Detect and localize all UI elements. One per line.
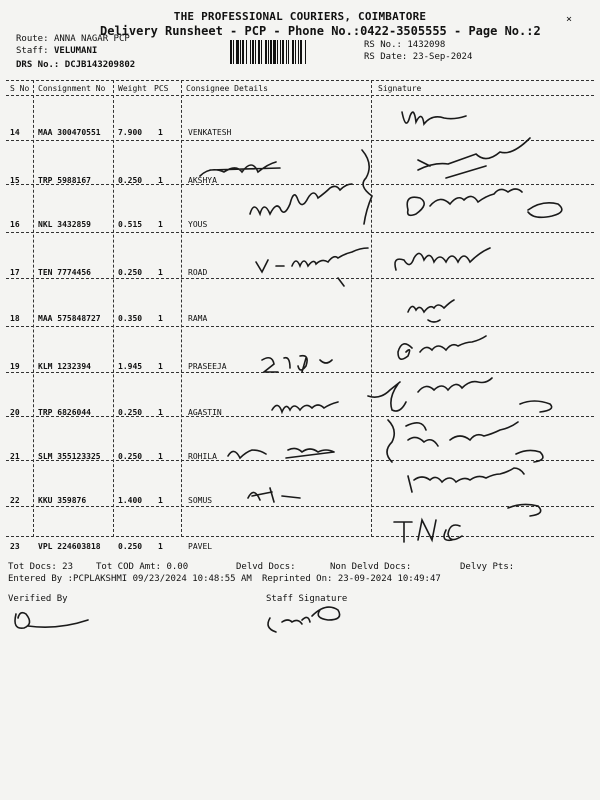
signature-20 bbox=[272, 378, 552, 412]
signature-15 bbox=[200, 138, 530, 224]
non-delvd-docs: Non Delvd Docs: bbox=[330, 562, 412, 572]
route-line: Route: ANNA NAGAR PCP bbox=[16, 34, 130, 44]
verified-signature bbox=[15, 613, 88, 629]
cell-weight: 0.250 bbox=[118, 452, 143, 461]
staff-line: Staff: VELUMANI bbox=[16, 46, 98, 56]
col-consignment: Consignment No bbox=[38, 84, 106, 93]
rs-no-line: RS No.: 1432098 bbox=[364, 40, 446, 50]
signature-18 bbox=[408, 300, 454, 322]
route-value: ANNA NAGAR PCP bbox=[53, 34, 130, 44]
col-weight: Weight bbox=[118, 84, 147, 93]
cell-consignment: TRP 5988167 bbox=[38, 176, 91, 185]
tot-cod: Tot COD Amt: 0.00 bbox=[96, 562, 189, 572]
tot-docs: Tot Docs: 23 bbox=[8, 562, 74, 572]
signature-16 bbox=[250, 184, 562, 217]
cell-consignee: AKSHYA bbox=[188, 176, 217, 185]
cell-pcs: 1 bbox=[158, 314, 163, 323]
cell-sno: 17 bbox=[10, 268, 20, 277]
drs-line: DRS No.: DCJB143209802 bbox=[16, 60, 136, 70]
cell-sno: 22 bbox=[10, 496, 20, 505]
cell-consignment: NKL 3432859 bbox=[38, 220, 91, 229]
cell-sno: 14 bbox=[10, 128, 20, 137]
cell-consignee: YOUS bbox=[188, 220, 208, 229]
col-sno: S No bbox=[10, 84, 30, 93]
cell-weight: 1.400 bbox=[118, 496, 143, 505]
verified-by-label: Verified By bbox=[8, 594, 68, 604]
col-pcs: PCS bbox=[154, 84, 169, 93]
cell-weight: 0.250 bbox=[118, 176, 143, 185]
cell-pcs: 1 bbox=[158, 408, 163, 417]
col-signature: Signature bbox=[378, 84, 422, 93]
cell-sno: 18 bbox=[10, 314, 20, 323]
signature-23 bbox=[394, 520, 462, 542]
cell-consignment: MAA 575848727 bbox=[38, 314, 101, 323]
cell-consignment: KLM 1232394 bbox=[38, 362, 91, 371]
cell-weight: 0.350 bbox=[118, 314, 143, 323]
cell-sno: 23 bbox=[10, 542, 20, 551]
cell-weight: 0.250 bbox=[118, 408, 143, 417]
cell-consignment: KKU 359876 bbox=[38, 496, 87, 505]
cell-consignee: RAMA bbox=[188, 314, 208, 323]
cell-pcs: 1 bbox=[158, 452, 163, 461]
rs-date-line: RS Date: 23-Sep-2024 bbox=[364, 52, 473, 62]
cell-pcs: 1 bbox=[158, 496, 163, 505]
delvy-pts: Delvy Pts: bbox=[460, 562, 515, 572]
totals-line bbox=[8, 562, 73, 572]
cell-consignee: VENKATESH bbox=[188, 128, 232, 137]
cell-consignment: SLM 355123325 bbox=[38, 452, 101, 461]
entered-by: Entered By :PCPLAKSHMI 09/23/2024 10:48:55 AM bbox=[8, 574, 252, 584]
cell-pcs: 1 bbox=[158, 268, 163, 277]
signature-22 bbox=[248, 468, 541, 516]
cell-weight: 0.250 bbox=[118, 542, 143, 551]
rs-date-value: 23-Sep-2024 bbox=[412, 52, 473, 62]
cell-consignee: ROHILA bbox=[188, 452, 217, 461]
cell-pcs: 1 bbox=[158, 176, 163, 185]
signature-17 bbox=[256, 248, 490, 286]
cell-pcs: 1 bbox=[158, 362, 163, 371]
cell-pcs: 1 bbox=[158, 542, 163, 551]
drs-value: DCJB143209802 bbox=[64, 60, 136, 70]
corner-mark: × bbox=[565, 14, 572, 25]
staff-value: VELUMANI bbox=[53, 46, 98, 56]
runsheet-subtitle: Delivery Runsheet - PCP - Phone No.:0422-3505555 - Page No.:2 bbox=[100, 24, 541, 38]
cell-consignment: VPL 224603818 bbox=[38, 542, 101, 551]
cell-pcs: 1 bbox=[158, 128, 163, 137]
signature-19 bbox=[262, 336, 486, 372]
staff-signature-label: Staff Signature bbox=[266, 594, 348, 604]
cell-sno: 20 bbox=[10, 408, 20, 417]
reprinted-on: Reprinted On: 23-09-2024 10:49:47 bbox=[262, 574, 441, 584]
cell-consignee: PRASEEJA bbox=[188, 362, 227, 371]
cell-consignment: TEN 7774456 bbox=[38, 268, 91, 277]
cell-consignee: AGASTIN bbox=[188, 408, 222, 417]
cell-weight: 7.900 bbox=[118, 128, 143, 137]
signature-21 bbox=[228, 420, 543, 462]
cell-consignee: PAVEL bbox=[188, 542, 213, 551]
cell-consignment: MAA 300470551 bbox=[38, 128, 101, 137]
cell-sno: 16 bbox=[10, 220, 20, 229]
staff-signature bbox=[268, 607, 340, 632]
cell-weight: 0.515 bbox=[118, 220, 143, 229]
company-title: THE PROFESSIONAL COURIERS, COIMBATORE bbox=[173, 10, 427, 23]
cell-sno: 19 bbox=[10, 362, 20, 371]
rs-no-value: 1432098 bbox=[407, 40, 446, 50]
cell-pcs: 1 bbox=[158, 220, 163, 229]
signature-14 bbox=[402, 112, 466, 124]
cell-weight: 1.945 bbox=[118, 362, 143, 371]
cell-weight: 0.250 bbox=[118, 268, 143, 277]
cell-consignee: SOMUS bbox=[188, 496, 213, 505]
col-consignee: Consignee Details bbox=[186, 84, 268, 93]
cell-consignee: ROAD bbox=[188, 268, 208, 277]
cell-sno: 21 bbox=[10, 452, 20, 461]
cell-consignment: TRP 6826044 bbox=[38, 408, 91, 417]
delvd-docs: Delvd Docs: bbox=[236, 562, 296, 572]
cell-sno: 15 bbox=[10, 176, 20, 185]
